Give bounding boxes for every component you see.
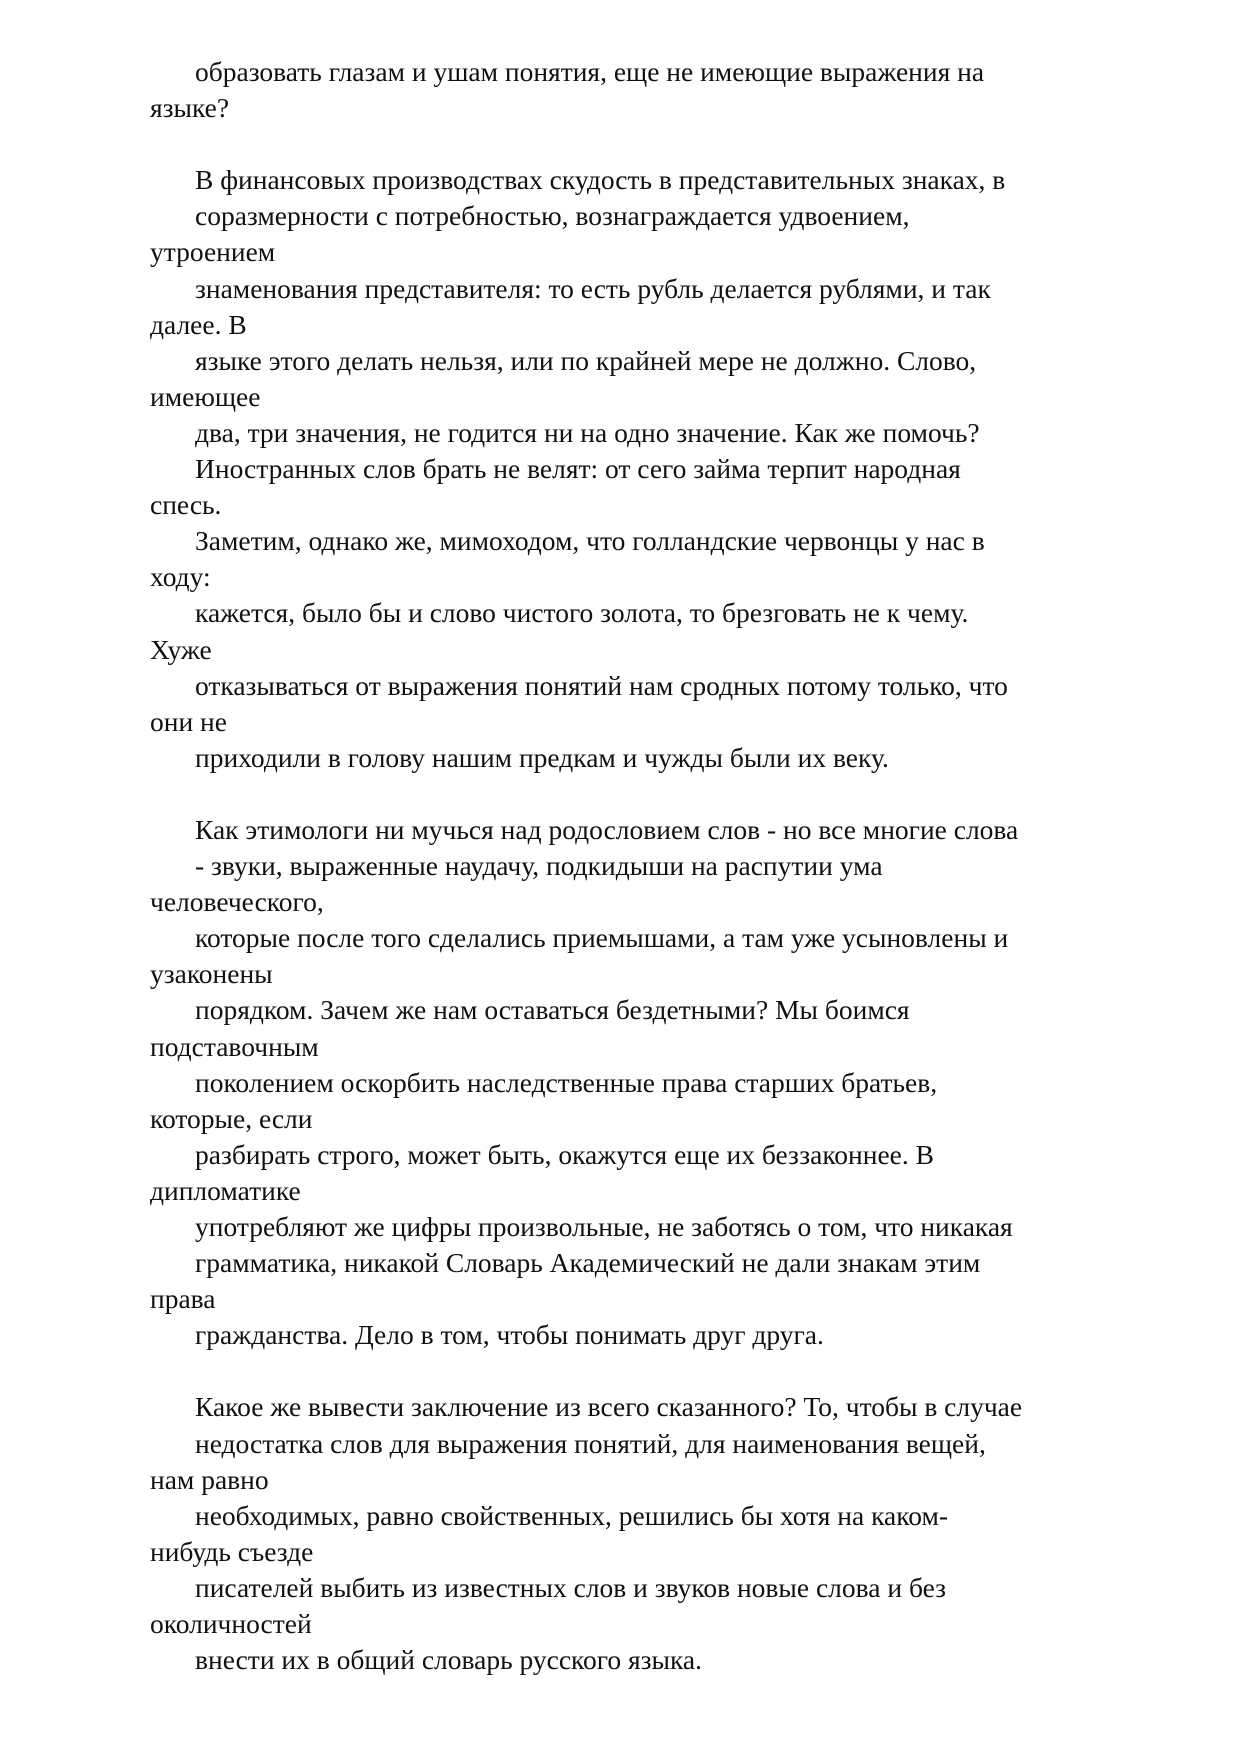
text-line: кажется, было бы и слово чистого золота, то брезговать не к чему. — [195, 597, 969, 629]
text-line: - звуки, выраженные наудачу, подкидыши на распутии ума — [195, 850, 883, 882]
text-line: грамматика, никакой Словарь Академический не дали знакам этим — [195, 1247, 981, 1279]
text-line: которые, если — [150, 1102, 313, 1134]
text-line: Иностранных слов брать не велят: от сего займа терпит народная — [195, 453, 961, 485]
text-line: человеческого, — [150, 886, 324, 918]
text-line: узаконены — [150, 958, 273, 990]
paragraph — [150, 162, 1190, 776]
text-line: соразмерности с потребностью, вознаграждается удвоением, — [195, 200, 910, 232]
paragraph — [150, 1389, 1190, 1678]
text-line: ходу: — [150, 561, 211, 593]
text-line: языке этого делать нельзя, или по крайней мере не должно. Слово, — [195, 344, 977, 376]
text-line: употребляют же цифры произвольные, не заботясь о том, что никакая — [195, 1211, 1013, 1242]
document-page — [150, 54, 1190, 1678]
paragraph — [150, 812, 1190, 1353]
text-line: порядком. Зачем же нам оставаться бездетными? Мы боимся — [195, 994, 910, 1026]
text-line: два, три значения, не годится ни на одно значение. Как же помочь? — [195, 416, 980, 448]
text-line: гражданства. Дело в том, чтобы понимать друг друга. — [195, 1319, 824, 1351]
paragraph-gap — [150, 776, 1190, 812]
text-line: подставочным — [150, 1030, 319, 1062]
text-line: спесь. — [150, 489, 222, 521]
text-line: дипломатике — [150, 1174, 301, 1206]
text-line: приходили в голову нашим предкам и чужды были их веку. — [195, 741, 889, 773]
text-line: Какое же вывести заключение из всего сказанного? То, чтобы в случае — [195, 1391, 1023, 1423]
text-line: они не — [150, 705, 227, 737]
text-line: Заметим, однако же, мимоходом, что голландские червонцы у нас в — [195, 525, 985, 557]
text-line: отказываться от выражения понятий нам сродных потому только, что — [195, 669, 1008, 701]
paragraph-gap — [150, 1353, 1190, 1389]
text-line: образовать глазам и ушам понятия, еще не имеющие выражения на — [195, 56, 985, 87]
text-line: Хуже — [150, 633, 212, 665]
text-line: утроением — [150, 236, 276, 268]
text-line: разбирать строго, может быть, окажутся еще их беззаконнее. В — [195, 1138, 934, 1170]
paragraph-gap — [150, 126, 1190, 162]
text-line: имеющее — [150, 380, 261, 412]
text-line: права — [150, 1283, 216, 1315]
text-line: писателей выбить из известных слов и звуков новые слова и без — [195, 1571, 946, 1603]
text-line: недостатка слов для выражения понятий, для наименования вещей, — [195, 1427, 986, 1459]
text-line: Как этимологи ни мучься над родословием слов - но все многие слова — [195, 813, 1019, 845]
text-line: далее. В — [150, 308, 247, 340]
text-line: необходимых, равно свойственных, решились бы хотя на каком- — [195, 1499, 949, 1531]
text-line: поколением оскорбить наследственные права старших братьев, — [195, 1066, 938, 1098]
text-line: нибудь съезде — [150, 1535, 314, 1567]
text-line: внести их в общий словарь русского языка. — [195, 1644, 703, 1676]
text-line: нам равно — [150, 1463, 269, 1495]
text-line: околичностей — [150, 1608, 312, 1640]
text-line: языке? — [150, 92, 230, 124]
text-line: знаменования представителя: то есть рубль делается рублями, и так — [195, 272, 991, 304]
text-line: которые после того сделались приемышами, а там уже усыновлены и — [195, 922, 1009, 954]
text-line: В финансовых производствах скудость в представительных знаках, в — [195, 164, 1006, 196]
paragraph — [150, 54, 1190, 126]
